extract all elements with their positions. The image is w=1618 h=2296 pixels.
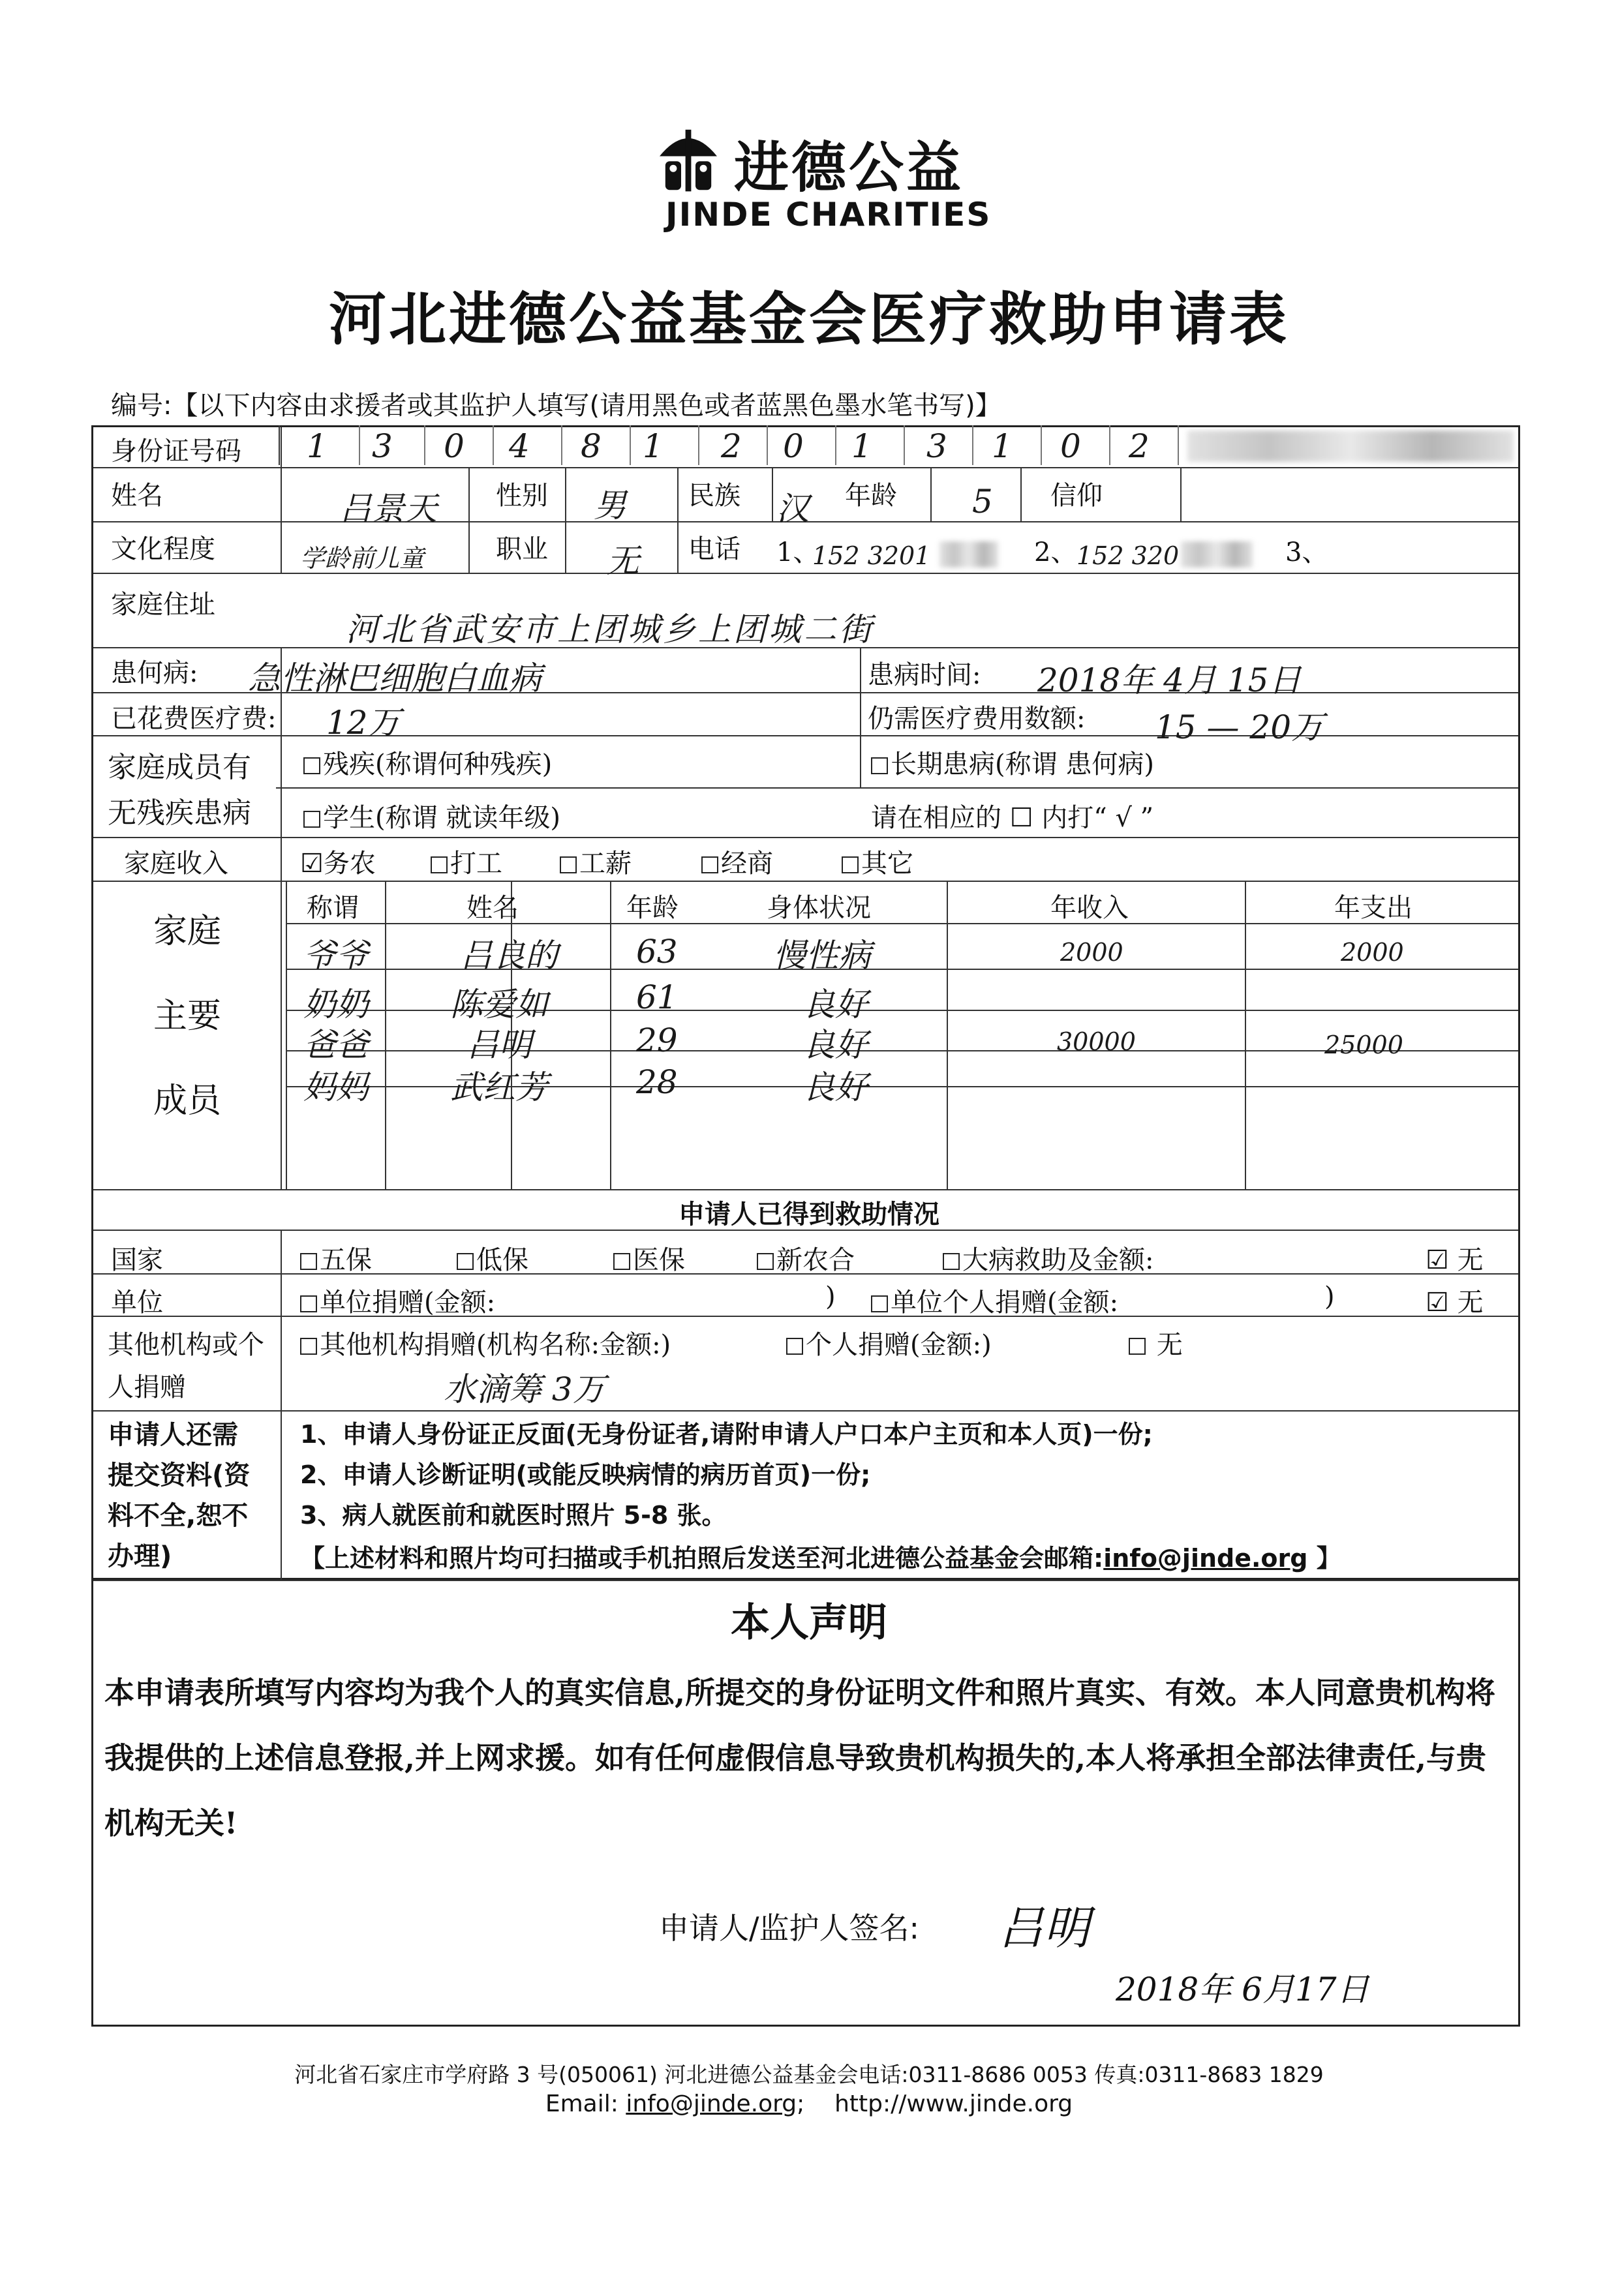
aid-option[interactable]	[300, 1282, 495, 1319]
address-value: 河北省武安市上团城乡上团城二街	[346, 611, 874, 648]
aid-option-text: 单位捐赠(金额:	[320, 1288, 496, 1318]
spent-label: 已花费医疗费:	[111, 704, 277, 734]
declaration-text: 本申请表所填写内容均为我个人的真实信息,所提交的身份证明文件和照片真实、有效。本人同意贵机构将我提供的上述信息登报,并上网求援。如有任何虚假信息导致贵机构损失的,本人将承担全部法律责任,与贵机构无关!	[104, 1675, 1496, 1841]
ethnicity-label: 民族	[688, 481, 740, 511]
req-item-1: 1、申请人身份证正反面(无身份证者,请附申请人户口本户主页和本人页)一份;	[300, 1420, 1153, 1449]
onset-label: 患病时间:	[868, 660, 981, 690]
none-text: 无	[1156, 1330, 1183, 1360]
aid-option[interactable]	[757, 1239, 855, 1276]
name-value: 吕景天	[339, 490, 437, 528]
col-expense-header: 年支出	[1334, 893, 1412, 923]
aid-section-header: 申请人已得到救助情况	[679, 1200, 939, 1230]
disease-value: 急性淋巴细胞白血病	[248, 659, 542, 697]
chronic-option-text: 长期患病(称谓 患何病)	[891, 749, 1154, 779]
col-title-header: 称谓	[307, 893, 359, 923]
student-option-text: 学生(称谓 就读年级)	[323, 803, 560, 833]
id-digit: 1	[643, 427, 664, 465]
disease-label: 患何病:	[111, 658, 198, 688]
footer-email-link[interactable]: info@jinde.org	[626, 2091, 797, 2117]
signature: 吕明	[998, 1901, 1090, 1955]
member-title: 妈妈	[303, 1068, 369, 1106]
id-digit: 2	[721, 427, 742, 465]
aid-none-option[interactable]	[1426, 1282, 1484, 1319]
income-option-business[interactable]	[701, 843, 773, 880]
member-title: 爸爸	[303, 1026, 369, 1064]
member-name: 吕良的	[460, 937, 558, 974]
spent-value: 12万	[326, 704, 401, 742]
checkbox[interactable]	[871, 757, 888, 774]
income-option-salary[interactable]	[560, 843, 632, 880]
id-number-label: 身份证号码	[111, 436, 241, 466]
income-option-text: 其它	[861, 849, 913, 879]
id-digit: 3	[372, 427, 393, 465]
declaration-title: 本人声明	[731, 1600, 887, 1646]
member-health: 良好	[802, 1026, 868, 1064]
checked-checkbox-icon[interactable]: ☑	[300, 849, 324, 879]
phone-3-label: 3、	[1285, 537, 1328, 567]
aid-option[interactable]	[786, 1324, 992, 1361]
aid-option-text: 五保	[320, 1245, 372, 1275]
member-age: 28	[636, 1063, 678, 1101]
phone-2-value: 152 320	[1076, 541, 1180, 570]
income-option-text: 工薪	[579, 849, 632, 879]
checked-checkbox-icon[interactable]: ☑	[1426, 1245, 1449, 1275]
member-age: 61	[636, 978, 678, 1016]
checkbox[interactable]	[457, 1253, 474, 1270]
age-label: 年龄	[845, 481, 897, 511]
aid-none-option[interactable]	[1426, 1239, 1484, 1276]
req-note-end: 】	[1316, 1544, 1341, 1573]
members-label-3: 成员	[153, 1081, 222, 1121]
phone-2-label: 2、	[1034, 537, 1077, 567]
member-age: 29	[636, 1021, 678, 1059]
members-label-2: 主要	[153, 997, 222, 1036]
checkbox[interactable]	[300, 1295, 317, 1312]
checkbox[interactable]	[303, 757, 320, 774]
id-digit: 3	[926, 427, 947, 465]
checkbox[interactable]	[1129, 1338, 1146, 1355]
logo-text-en: JINDE CHARITIES	[665, 196, 992, 234]
col-income-header: 年收入	[1050, 893, 1129, 923]
checkbox[interactable]	[871, 1295, 888, 1312]
redacted-phone-blur	[939, 541, 998, 567]
member-expense: 2000	[1341, 938, 1404, 967]
religion-label: 信仰	[1050, 481, 1103, 511]
phone-1-value: 152 3201	[812, 541, 931, 570]
checkbox[interactable]	[431, 856, 448, 873]
aid-option[interactable]	[613, 1239, 685, 1276]
member-expense: 25000	[1324, 1031, 1403, 1059]
income-option-text: 经商	[721, 849, 773, 879]
aid-option[interactable]	[300, 1324, 671, 1361]
income-option-text: 打工	[450, 849, 502, 879]
aid-other-label-1: 其他机构或个	[108, 1330, 264, 1360]
id-digit: 8	[581, 427, 602, 465]
none-text: 无	[1457, 1288, 1484, 1318]
aid-option-text: 大病救助及金额:	[962, 1245, 1154, 1275]
phone-label: 电话	[688, 534, 740, 564]
member-health: 良好	[802, 986, 868, 1023]
footer-address: 河北省石家庄市学府路 3 号(050061) 河北进德公益基金会电话:0311-8686 0053 传真:0311-8683 1829	[294, 2062, 1324, 2087]
member-age: 63	[636, 933, 678, 971]
checkbox[interactable]	[757, 1253, 774, 1270]
aid-unit-label: 单位	[111, 1288, 163, 1318]
check-hint: 请在相应的 ☐ 内打“ √ ”	[871, 803, 1154, 833]
req-item-2: 2、申请人诊断证明(或能反映病情的病历首页)一份;	[300, 1460, 871, 1489]
address-label: 家庭住址	[111, 590, 215, 620]
aid-none-option[interactable]	[1129, 1324, 1183, 1361]
req-note	[300, 1538, 1341, 1574]
id-digit: 0	[444, 427, 465, 465]
disability-option[interactable]	[303, 744, 552, 781]
aid-option-text: 其他机构捐赠(机构名称:金额:)	[320, 1330, 671, 1360]
education-label: 文化程度	[111, 534, 215, 564]
member-name: 吕明	[466, 1026, 532, 1064]
logo-mark-icon	[652, 124, 724, 196]
aid-country-label: 国家	[111, 1245, 163, 1275]
gender-label: 性别	[496, 481, 548, 511]
signature-date: 2018年 6月17日	[1116, 1971, 1369, 2008]
req-label-1: 申请人还需	[108, 1420, 238, 1450]
ethnicity-value: 汉	[776, 490, 809, 528]
aid-option[interactable]	[871, 1282, 1118, 1319]
other-aid-value: 水滴筹 3万	[444, 1370, 605, 1408]
col-health-header: 身体状况	[767, 893, 871, 923]
income-option-text: 务农	[323, 849, 376, 879]
redacted-phone-blur	[1181, 541, 1253, 567]
member-title: 奶奶	[303, 986, 369, 1023]
income-option-other[interactable]	[842, 843, 913, 880]
checkbox[interactable]	[613, 1253, 630, 1270]
income-option-work[interactable]	[431, 843, 502, 880]
checkbox[interactable]	[303, 811, 320, 828]
id-digit: 0	[783, 427, 804, 465]
req-email-link[interactable]: info@jinde.org	[1103, 1544, 1308, 1573]
checkbox[interactable]	[560, 856, 577, 873]
occupation-value: 无	[607, 542, 639, 580]
req-note-text: 【上述材料和照片均可扫描或手机拍照后发送至河北进德公益基金会邮箱:	[300, 1544, 1104, 1573]
aid-other-label-2: 人捐赠	[108, 1372, 186, 1402]
logo-text-cn: 进德公益	[734, 136, 964, 200]
id-digit: 2	[1129, 427, 1150, 465]
member-name: 陈爱如	[450, 986, 548, 1023]
member-health: 良好	[802, 1068, 868, 1106]
age-value: 5	[972, 483, 993, 521]
checkbox[interactable]	[943, 1253, 960, 1270]
col-age-header: 年龄	[626, 893, 679, 923]
email-label: Email:	[545, 2091, 626, 2117]
checkbox[interactable]	[786, 1338, 803, 1355]
education-value: 学龄前儿童	[300, 544, 425, 573]
close-paren: )	[1324, 1282, 1335, 1312]
aid-option-text: 单位个人捐赠(金额:	[891, 1288, 1119, 1318]
checkbox[interactable]	[701, 856, 718, 873]
income-option-farming[interactable]	[300, 843, 376, 880]
disabled-label-2: 无残疾患病	[108, 796, 251, 830]
phone-1-label: 1、	[776, 537, 819, 567]
close-paren: )	[825, 1282, 836, 1312]
aid-option[interactable]	[457, 1239, 528, 1276]
member-income: 30000	[1057, 1027, 1136, 1056]
needed-label: 仍需医疗费用数额:	[868, 704, 1086, 734]
checked-checkbox-icon[interactable]: ☑	[1426, 1288, 1449, 1318]
onset-value: 2018年 4月 15日	[1037, 661, 1302, 699]
member-health: 慢性病	[773, 937, 871, 974]
member-name: 武红芳	[450, 1068, 548, 1106]
income-label: 家庭收入	[124, 849, 228, 879]
aid-option-text: 低保	[476, 1245, 528, 1275]
member-title: 爷爷	[303, 937, 369, 974]
aid-option-text: 个人捐赠(金额:)	[806, 1330, 992, 1360]
aid-option-text: 新农合	[776, 1245, 855, 1275]
checkbox[interactable]	[300, 1253, 317, 1270]
student-option[interactable]	[303, 797, 560, 834]
checkbox[interactable]	[842, 856, 859, 873]
aid-option[interactable]	[300, 1239, 372, 1276]
req-label-2: 提交资料(资	[108, 1460, 251, 1490]
gender-value: 男	[594, 487, 626, 524]
footer-website-link[interactable]: http://www.jinde.org	[834, 2091, 1073, 2117]
serial-note: 编号:【以下内容由求援者或其监护人填写(请用黑色或者蓝黑色墨水笔书写)】	[111, 391, 1001, 421]
col-name-header: 姓名	[466, 893, 519, 923]
checkbox[interactable]	[300, 1338, 317, 1355]
disability-option-text: 残疾(称谓何种残疾)	[323, 749, 553, 779]
footer-contact	[0, 2091, 1618, 2117]
none-text: 无	[1457, 1245, 1484, 1275]
members-label-1: 家庭	[153, 912, 222, 951]
id-digit: 1	[992, 427, 1013, 465]
id-digit: 1	[307, 427, 328, 465]
id-digit: 4	[509, 427, 530, 465]
aid-option[interactable]	[943, 1239, 1153, 1276]
needed-value: 15 — 20万	[1155, 708, 1324, 746]
redacted-id-blur	[1187, 430, 1514, 462]
name-label: 姓名	[111, 481, 163, 511]
page-title: 河北进德公益基金会医疗救助申请表	[328, 285, 1289, 353]
id-digit: 1	[851, 427, 872, 465]
aid-option-text: 医保	[633, 1245, 685, 1275]
req-label-3: 料不全,恕不	[108, 1501, 249, 1531]
chronic-option[interactable]	[871, 744, 1154, 781]
disabled-label-1: 家庭成员有	[108, 751, 251, 784]
req-label-4: 办理)	[108, 1541, 172, 1571]
separator: ;	[797, 2091, 805, 2117]
signature-label: 申请人/监护人签名:	[659, 1911, 919, 1946]
id-digit: 0	[1060, 427, 1081, 465]
occupation-label: 职业	[496, 534, 548, 564]
req-item-3: 3、病人就医前和就医时照片 5-8 张。	[300, 1501, 727, 1530]
member-income: 2000	[1060, 938, 1123, 967]
